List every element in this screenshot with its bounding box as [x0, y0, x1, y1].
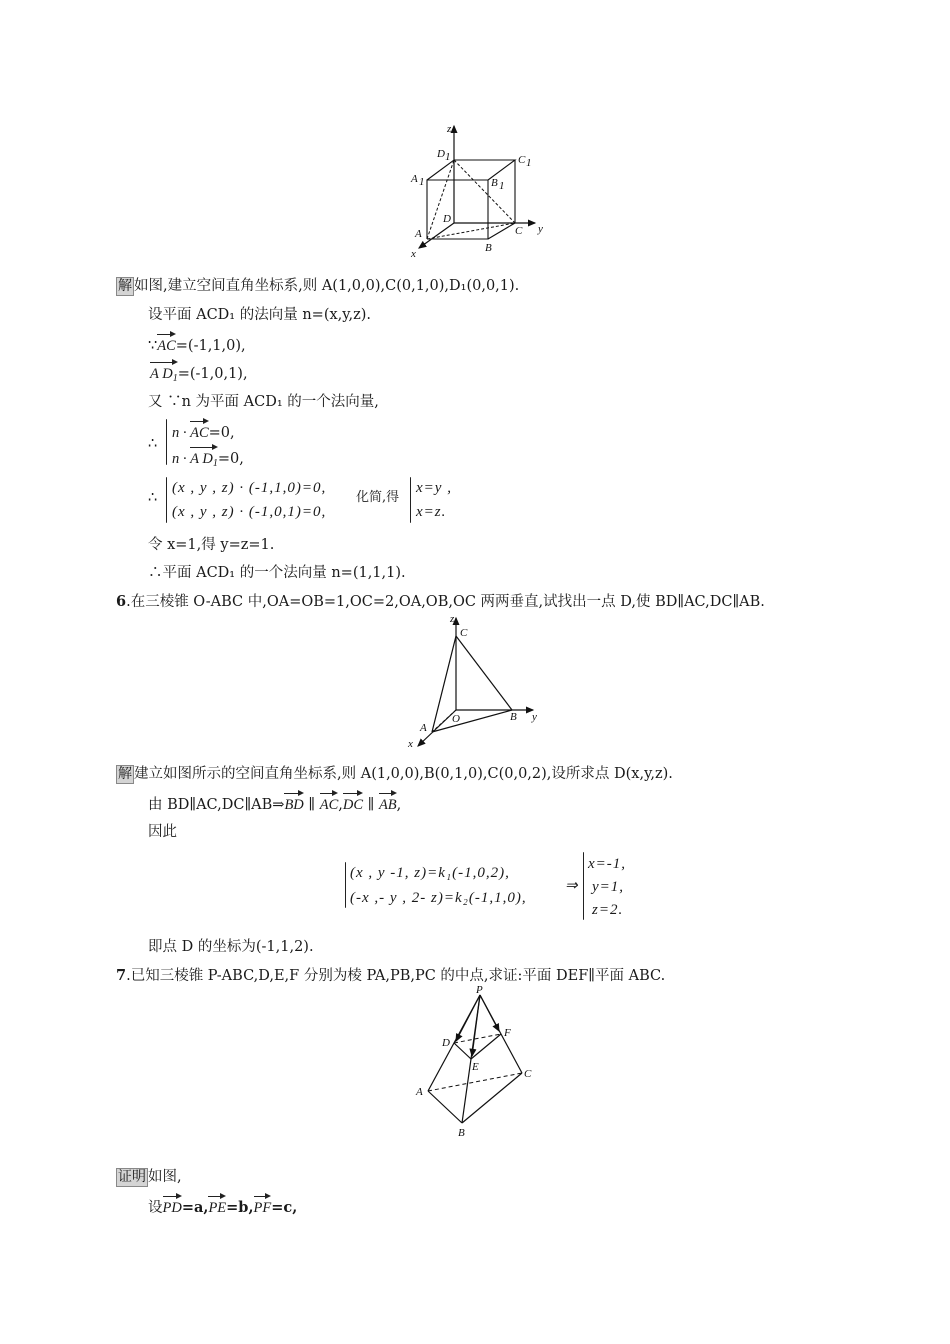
- svg-text:1: 1: [499, 180, 505, 192]
- cube-top-face: [427, 160, 515, 180]
- solution-tag: 解: [118, 278, 132, 294]
- solution5-line5: 又 ∵n 为平面 ACD₁ 的一个法向量,: [148, 394, 379, 410]
- sys2-row2: (x , y , z) · (-1,0,1)=0,: [172, 504, 327, 520]
- svg-text:1: 1: [445, 151, 451, 163]
- label-D: D: [442, 1037, 450, 1049]
- solution5-let: 令 x=1,得 y=z=1.: [148, 537, 275, 553]
- sys6-row2: (-x ,- y , 2- z)=k₂(-1,1,0),: [350, 890, 527, 906]
- label-C: C: [460, 627, 468, 639]
- edge-DF: [454, 1034, 501, 1043]
- solution-tag: 解: [118, 766, 132, 782]
- solution6-final: 即点 D 的坐标为(-1,1,2).: [148, 939, 314, 955]
- problem6-statement: 6.在三棱锥 O-ABC 中,OA=OB=1,OC=2,OA,OB,OC 两两垂直,试找出一点 D,使 BD∥AC,DC∥AB.: [116, 593, 765, 610]
- solution6-line3: 因此: [148, 824, 177, 840]
- figure-tetrahedron-OABC: [400, 612, 550, 750]
- brace-sys3: [410, 477, 411, 523]
- edge-D1C: [454, 160, 515, 223]
- label-B1: B: [491, 177, 498, 189]
- svg-text:1: 1: [419, 176, 425, 188]
- res6-row3: z=2.: [592, 902, 624, 918]
- vector-AC: AC: [320, 792, 339, 815]
- label-A1: A: [411, 173, 418, 185]
- edge-CB: [456, 636, 512, 710]
- edge-EF: [471, 1034, 501, 1059]
- proof7-line2: 设PD=a,PE=b,PF=c,: [148, 1195, 297, 1218]
- edge-AD1: [427, 160, 454, 239]
- label-C: C: [524, 1068, 532, 1080]
- sys2-row1: (x , y , z) · (-1,1,0)=0,: [172, 480, 327, 496]
- vector-AD1: A $D_1$: [150, 361, 178, 389]
- label-F: F: [504, 1027, 511, 1039]
- vector-DC: DC: [343, 792, 363, 815]
- label-C: C: [515, 225, 523, 237]
- cube-front-face: [427, 180, 488, 239]
- sys3-row1: x=y ,: [416, 480, 452, 496]
- label-D: D: [443, 213, 451, 225]
- vector-PE: PE: [208, 1195, 226, 1218]
- sys6-row1: (x , y -1, z)=k₁(-1,0,2),: [350, 865, 510, 881]
- vector-PD: PD: [163, 1195, 182, 1218]
- solution6-line2: 由 BD∥AC,DC∥AB⇒BD ∥ AC,DC ∥ AB,: [148, 792, 401, 815]
- sys1-row2: n · A $D_1=0$,: [172, 446, 244, 474]
- simplify-label: 化简,得: [356, 490, 400, 505]
- therefore-1: ∴: [148, 436, 158, 452]
- label-P: P: [476, 984, 483, 996]
- sys1-row1: n · AC=0,: [172, 420, 235, 443]
- brace-sys2: [166, 477, 167, 523]
- vector-PF: PF: [254, 1195, 272, 1218]
- svg-text:1: 1: [526, 157, 532, 169]
- vector-AC: AC: [157, 333, 176, 356]
- label-C1: C: [518, 154, 526, 166]
- brace-sys1: [166, 419, 167, 465]
- res6-row2: y=1,: [592, 879, 625, 895]
- edge-AC: [428, 1073, 522, 1091]
- label-E: E: [472, 1061, 479, 1073]
- label-B: B: [458, 1127, 465, 1139]
- proof-tag: 证明: [118, 1169, 146, 1185]
- vector-AB: AB: [379, 792, 397, 815]
- label-x: x: [408, 738, 413, 750]
- label-O: O: [452, 713, 460, 725]
- label-A: A: [416, 1086, 423, 1098]
- solution6-line1: 解 建立如图所示的空间直角坐标系,则 A(1,0,0),B(0,1,0),C(0,0,2),设所求点 D(x,y,z).: [118, 766, 673, 782]
- label-D1: D: [437, 148, 445, 160]
- proof7-line1: 证明 如图,: [118, 1169, 182, 1185]
- sys3-row2: x=z.: [416, 504, 447, 520]
- label-z: z: [447, 123, 452, 135]
- brace-sys6: [345, 862, 346, 908]
- label-y: y: [538, 223, 543, 235]
- solution5-line2: 设平面 ACD₁ 的法向量 n=(x,y,z).: [148, 307, 372, 323]
- vector-PF: [480, 995, 499, 1031]
- figure-cube: [405, 120, 550, 260]
- label-B: B: [510, 711, 517, 723]
- solution5-line3: ∵AC=(-1,1,0),: [148, 333, 246, 356]
- edge-BC: [462, 1073, 522, 1123]
- label-x: x: [411, 248, 416, 260]
- problem7-statement: 7.已知三棱锥 P-ABC,D,E,F 分别为棱 PA,PB,PC 的中点,求证:平面 DEF∥平面 ABC.: [116, 967, 666, 984]
- edge-DE: [454, 1043, 471, 1059]
- therefore-2: ∴: [148, 490, 158, 506]
- solution5-line4: A $D_1=(-1,0,1)$,: [150, 361, 248, 389]
- solution5-line1: [116, 276, 519, 296]
- label-A: A: [420, 722, 427, 734]
- edge-AB: [428, 1091, 462, 1123]
- res6-row1: x=-1,: [588, 856, 627, 872]
- implies: ⇒: [565, 878, 579, 894]
- label-A: A: [415, 228, 422, 240]
- label-y: y: [532, 711, 537, 723]
- label-z: z: [450, 613, 455, 625]
- solution5-conclusion: ∴平面 ACD₁ 的一个法向量 n=(1,1,1).: [148, 565, 406, 581]
- solution5-text: 如图,建立空间直角坐标系,则 A(1,0,0),C(0,1,0),D₁(0,0,1).: [134, 278, 520, 294]
- label-B: B: [485, 242, 492, 254]
- vector-PE: [472, 995, 480, 1056]
- vector-BD: BD: [284, 792, 303, 815]
- figure-tetrahedron-PABC: [410, 983, 545, 1143]
- brace-res6: [583, 852, 584, 920]
